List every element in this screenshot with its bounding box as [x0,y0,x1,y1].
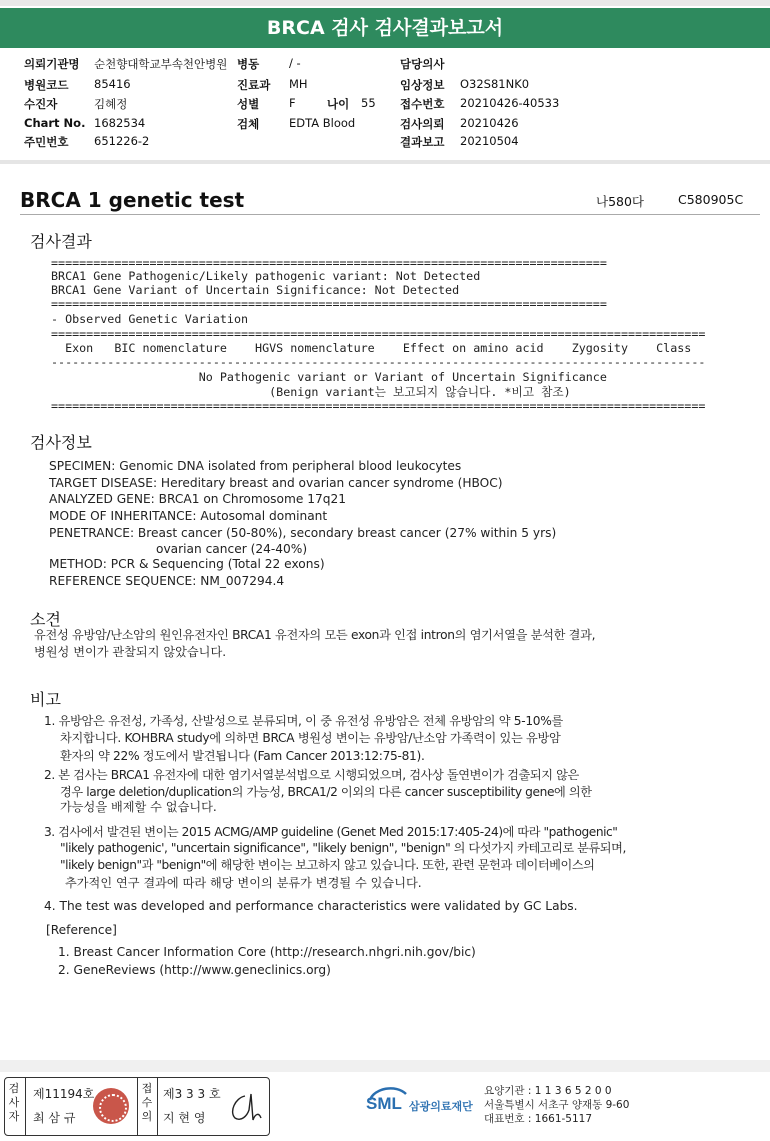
note-line: "likely benign"과 "benign"에 해당한 변이는 보고하지 않고 있습니다. 또한, 관련 문헌과 데이터베이스의 [60,858,595,872]
result-line: BRCA1 Gene Pathogenic/Likely pathogenic variant: Not Detected [51,269,481,283]
test-code-1: 나580다 [596,194,645,209]
note-line: 차지합니다. KOHBRA study에 의하면 BRCA 병원성 변이는 유방암/난소암 가족력이 있는 유방암 [60,731,561,745]
test-title: BRCA 1 genetic test [20,188,245,212]
specimen-label: 검체 [237,117,260,131]
institution-value: 순천향대학교부속천안병원 [94,57,228,71]
hospital-code-value: 85416 [94,77,131,91]
clinical-value: O32S81NK0 [460,77,530,91]
sex-value: F [289,96,296,110]
signature-scribble [223,1090,263,1126]
receipt-value: 20210426-40533 [460,96,560,110]
result-line: =============================================================================== [51,297,607,311]
divider [157,1078,158,1135]
result-line: BRCA1 Gene Variant of Uncertain Significance: Not Detected [51,283,460,297]
info-line: SPECIMEN: Genomic DNA isolated from peripheral blood leukocytes [49,459,462,473]
receipt-label: 접수번호 [400,97,445,111]
dept-label: 진료과 [237,78,271,92]
result-line: No Pathogenic variant or Variant of Uncertain Significance [51,370,607,384]
reference-item: 2. GeneReviews (http://www.geneclinics.org) [58,963,331,977]
result-line: - Observed Genetic Variation [51,312,249,326]
org-name: 삼광의료재단 [409,1100,473,1113]
footer-separator [0,1060,770,1072]
ward-value: / - [289,56,301,70]
note-line: "likely pathogenic', "uncertain significance", "likely benign", "benign" 의 다섯가지 카테고리로 분류되며, [60,841,626,855]
result-line: (Benign variant는 보고되지 않습니다. *비고 참조) [51,385,571,399]
test-code-2: C580905C [678,192,744,207]
dept-value: MH [289,77,308,91]
institution-number: 요양기관 : 1 1 3 6 5 2 0 0 [484,1085,612,1097]
inspector-number: 제11194호 [33,1087,95,1101]
info-line: ovarian cancer (24-40%) [156,542,308,556]
specimen-value: EDTA Blood [289,116,356,130]
address: 서울특별시 서초구 양재동 9-60 [484,1099,630,1111]
examinee-value: 김혜정 [94,97,128,111]
divider [137,1078,138,1135]
result-line: --------------------------------------------------------------------------------------------- [51,355,706,369]
result-date-value: 20210504 [460,134,519,148]
note-line: 1. 유방암은 유전성, 가족성, 산발성으로 분류되며, 이 중 유전성 유방암은 전체 유방암의 약 5-10%를 [44,714,563,728]
examinee-label: 수진자 [24,97,58,111]
report-title: BRCA 검사 검사결과보고서 [0,8,770,48]
clinical-label: 임상정보 [400,78,445,92]
inspector-seal [93,1088,129,1124]
result-line: ============================================================================================= [51,327,706,341]
signature-box [4,1077,270,1136]
chart-label: Chart No. [24,116,86,130]
note-line: 환자의 약 22% 정도에서 발견됩니다 (Fam Cancer 2013:12:75-81). [60,749,425,763]
note-line: 경우 large deletion/duplication의 가능성, BRCA1/2 이외의 다른 cancer susceptibility gene에 의한 [60,785,592,799]
info-line: REFERENCE SEQUENCE: NM_007294.4 [49,574,285,588]
result-heading: 검사결과 [30,232,92,251]
notes-heading: 비고 [30,690,61,709]
age-value: 55 [361,96,376,110]
separator-bar [0,160,770,164]
note-line: 2. 본 검사는 BRCA1 유전자에 대한 염기서열분석법으로 시행되었으며, 검사상 돌연변이가 검출되지 않은 [44,768,579,782]
reference-item: 1. Breast Cancer Information Core (http://research.nhgri.nih.gov/bic) [58,945,476,959]
hospital-code-label: 병원코드 [24,78,69,92]
top-strip [0,0,770,6]
info-heading: 검사정보 [30,433,92,452]
resident-label: 주민번호 [24,135,69,149]
note-line: 추가적인 연구 결과에 따라 해당 변이의 분류가 변경될 수 있습니다. [65,876,422,890]
info-line: ANALYZED GENE: BRCA1 on Chromosome 17q21 [49,492,346,506]
opinion-line: 유전성 유방암/난소암의 원인유전자인 BRCA1 유전자의 모든 exon과 인접 intron의 염기서열을 분석한 결과, [34,628,596,642]
title-divider [20,214,760,215]
inspector-label: 검 사 자 [8,1082,20,1123]
reference-heading: [Reference] [46,923,117,937]
institution-label: 의뢰기관명 [24,57,80,71]
doctor-label: 담당의사 [400,57,445,71]
info-line: TARGET DISEASE: Hereditary breast and ovarian cancer syndrome (HBOC) [49,476,503,490]
note-line: 3. 검사에서 발견된 변이는 2015 ACMG/AMP guideline (Genet Med 2015:17:405-24)에 따라 "pathogenic" [44,825,618,839]
age-label: 나이 [327,97,350,111]
inspector-name: 최 삼 규 [33,1111,76,1125]
phone: 대표번호 : 1661-5117 [484,1113,593,1125]
result-line: ============================================================================================= [51,399,706,413]
sex-label: 성별 [237,97,260,111]
result-table-header: Exon BIC nomenclature HGVS nomenclature Effect on amino acid Zygosity Class [51,341,692,355]
note-line: 4. The test was developed and performance characteristics were validated by GC Labs. [44,899,578,913]
opinion-heading: 소견 [30,610,61,629]
ward-label: 병동 [237,57,260,71]
confirm-number: 제3 3 3 호 [163,1087,221,1101]
info-line: METHOD: PCR & Sequencing (Total 22 exons) [49,557,325,571]
request-value: 20210426 [460,116,519,130]
note-line: 가능성을 배제할 수 없습니다. [60,800,217,814]
chart-value: 1682534 [94,116,146,130]
opinion-line: 병원성 변이가 관찰되지 않았습니다. [34,645,227,659]
resident-value: 651226-2 [94,134,150,148]
info-line: PENETRANCE: Breast cancer (50-80%), secondary breast cancer (27% within 5 yrs) [49,526,557,540]
result-date-label: 결과보고 [400,135,445,149]
confirm-label: 접 수 의 [141,1082,153,1123]
info-line: MODE OF INHERITANCE: Autosomal dominant [49,509,328,523]
logo-text: SML [366,1094,402,1113]
divider [25,1078,26,1135]
request-label: 검사의뢰 [400,117,445,131]
result-line: =============================================================================== [51,256,607,270]
confirm-name: 지 현 영 [163,1111,206,1125]
